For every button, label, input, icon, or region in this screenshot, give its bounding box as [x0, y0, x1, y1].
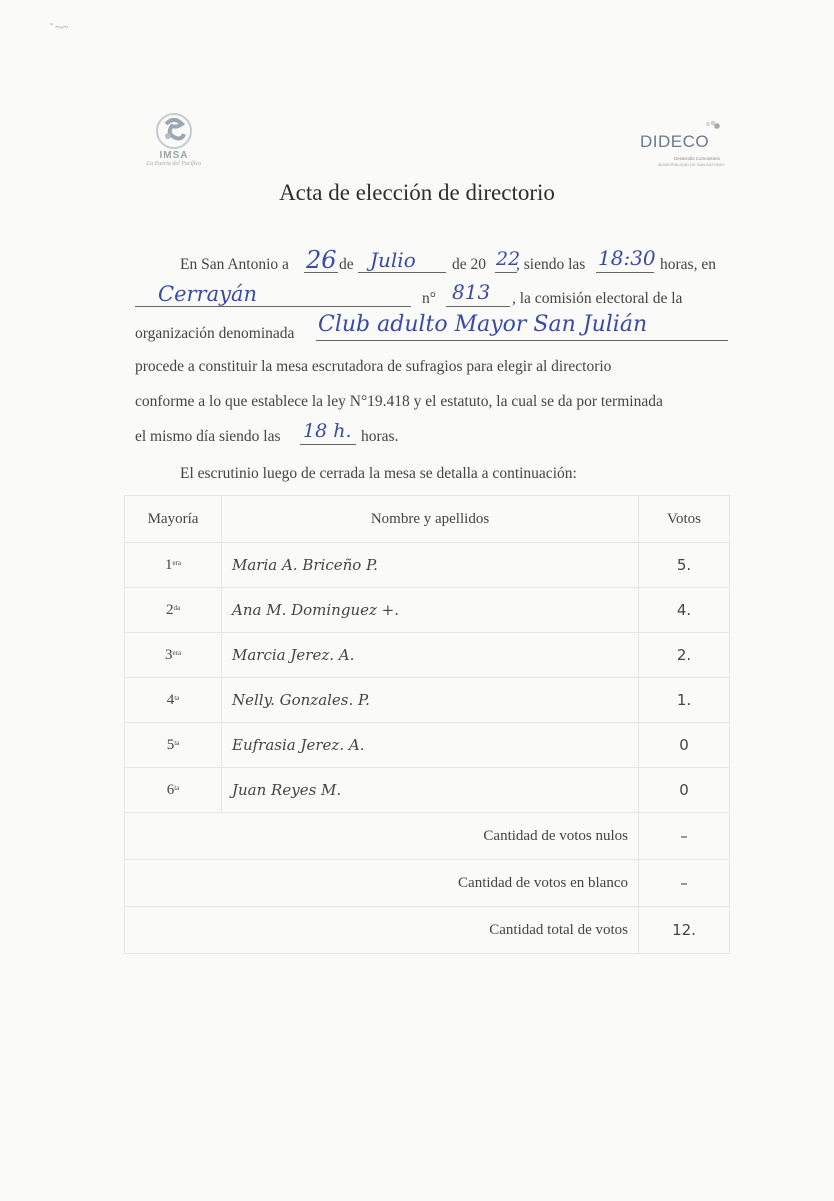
- table-row: [125, 768, 730, 813]
- row-name: Maria A. Briceño P.: [222, 543, 639, 588]
- row-ordinal: $3^{era}$: [125, 633, 222, 678]
- row-ordinal: $6^{ta}$: [125, 768, 222, 813]
- intro-line-4: procede a constituir la mesa escrutadora de sufragios para elegir al directorio: [135, 358, 612, 375]
- table-row: [125, 723, 730, 768]
- intro-text-1: En San Antonio a: [180, 256, 289, 273]
- table-row: [125, 678, 730, 723]
- table-row: [125, 543, 730, 588]
- table-row: [125, 633, 730, 678]
- dideco-logo-line2: MUNICIPALIDAD DE SAN ANTONIO: [658, 162, 725, 167]
- intro-text-4: , siendo las: [516, 256, 586, 273]
- intro-text-7: , la comisión electoral de la: [512, 290, 683, 307]
- total-votes-label: Cantidad total de votos: [125, 907, 639, 954]
- table-row: [125, 588, 730, 633]
- row-ordinal: $4^{ta}$: [125, 678, 222, 723]
- handwritten-month: Julio: [370, 248, 416, 272]
- row-name: Nelly. Gonzales. P.: [222, 678, 639, 723]
- results-table: [124, 495, 730, 954]
- total-votes-value: 12.: [639, 907, 730, 954]
- organization-underline: [316, 340, 728, 341]
- handwritten-day: 26: [306, 246, 337, 274]
- end-hour-underline: [300, 444, 356, 445]
- number-underline: [446, 306, 510, 307]
- hour-underline: [596, 272, 654, 273]
- dideco-logo-name: DIDECO: [640, 132, 710, 151]
- row-votes: 4.: [639, 588, 730, 633]
- handwritten-year: 22: [496, 248, 521, 270]
- scan-mark: ˜ ~-~: [50, 22, 68, 32]
- row-name: Ana M. Dominguez +.: [222, 588, 639, 633]
- intro-text-3: de 20: [452, 256, 487, 273]
- row-name: Eufrasia Jerez. A.: [222, 723, 639, 768]
- header-name: Nombre y apellidos: [222, 496, 639, 543]
- intro-text-9: el mismo día siendo las: [135, 428, 281, 445]
- place-underline: [135, 306, 411, 307]
- imsa-emblem-icon: [154, 112, 194, 150]
- row-votes: 5.: [639, 543, 730, 588]
- null-votes-value: –: [639, 813, 730, 860]
- intro-text-6: n°: [422, 290, 436, 307]
- day-underline: [304, 272, 338, 273]
- blank-votes-label: Cantidad de votos en blanco: [125, 860, 639, 907]
- handwritten-end-hour: 18 h.: [303, 420, 352, 442]
- imsa-logo-tagline: La Puerta del Pacífico: [146, 161, 202, 167]
- null-votes-row: [125, 813, 730, 860]
- intro-text-10: horas.: [361, 428, 399, 445]
- blank-votes-row: [125, 860, 730, 907]
- handwritten-organization: Club adulto Mayor San Julián: [318, 312, 648, 337]
- row-votes: 2.: [639, 633, 730, 678]
- header-votes: Votos: [639, 496, 730, 543]
- intro-line-5: conforme a lo que establece la ley N°19.418 y el estatuto, la cual se da por terminada: [135, 393, 663, 410]
- dideco-logo: [640, 120, 724, 172]
- document-title: Acta de elección de directorio: [279, 180, 555, 205]
- row-name: Marcia Jerez. A.: [222, 633, 639, 678]
- intro-text-5: horas, en: [660, 256, 716, 273]
- row-name: Juan Reyes M.: [222, 768, 639, 813]
- scrutiny-text: El escrutinio luego de cerrada la mesa se detalla a continuación:: [180, 465, 577, 482]
- year-underline: [495, 272, 517, 273]
- handwritten-hour: 18:30: [598, 246, 656, 270]
- table-header-row: [125, 496, 730, 543]
- row-ordinal: $1^{era}$: [125, 543, 222, 588]
- intro-text-8: organización denominada: [135, 325, 295, 342]
- month-underline: [358, 272, 446, 273]
- handwritten-number: 813: [452, 280, 491, 304]
- row-ordinal: $2^{da}$: [125, 588, 222, 633]
- row-ordinal: $5^{ta}$: [125, 723, 222, 768]
- imsa-logo: [136, 112, 212, 176]
- row-votes: 0: [639, 723, 730, 768]
- imsa-logo-name: IMSA: [159, 150, 189, 161]
- intro-text-2: de: [339, 256, 354, 273]
- header-majority: Mayoría: [125, 496, 222, 543]
- row-votes: 1.: [639, 678, 730, 723]
- null-votes-label: Cantidad de votos nulos: [125, 813, 639, 860]
- dideco-logo-line1: Desarrollo Comunitario: [674, 156, 721, 161]
- handwritten-place: Cerrayán: [158, 282, 258, 306]
- blank-votes-value: –: [639, 860, 730, 907]
- total-votes-row: [125, 907, 730, 954]
- row-votes: 0: [639, 768, 730, 813]
